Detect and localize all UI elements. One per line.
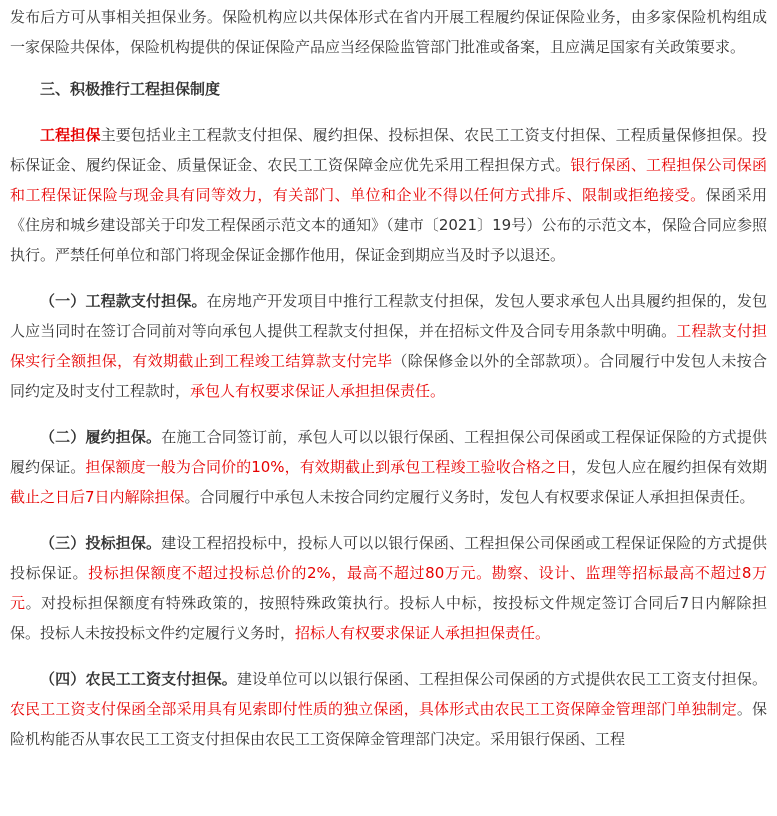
item-title: （一）工程款支付担保。 <box>40 292 207 310</box>
paragraph-payment-guarantee <box>10 286 767 406</box>
paragraph-text: 。保险机构能否从事农民工工资支付担保由农民工工资保障金管理部门决定。采用银行保函、工程 <box>10 700 767 748</box>
document-body <box>10 0 767 754</box>
highlight-text: 投标担保额度不超过投标总价的2%，最高不超过80万元。勘察、设计、监理等招标最高不超过8万元 <box>10 564 767 612</box>
section-heading: 三、积极推行工程担保制度 <box>40 80 221 98</box>
highlight-text: 招标人有权要求保证人承担担保责任。 <box>295 624 551 642</box>
paragraph-text: 在房地产开发项目中推行工程款支付担保，发包人要求承包人出具履约担保的，发包人应当同时在签订合同前对等向承包人提供工程款支付担保，并在招标文件及合同专用条款中明确。 <box>10 292 767 340</box>
paragraph-performance-guarantee <box>10 422 767 512</box>
highlight-text: 截止之日后7日内解除担保 <box>10 488 185 506</box>
highlight-text: 工程款支付担保实行全额担保，有效期截止到工程竣工结算款支付完毕 <box>10 322 767 370</box>
paragraph-text: （除保修金以外的全部款项）。合同履行中发包人未按合同约定及时支付工程款时， <box>10 352 767 400</box>
paragraph-text: 建设单位可以以银行保函、工程担保公司保函的方式提供农民工工资支付担保。 <box>236 670 767 688</box>
paragraph-wage-guarantee <box>10 664 767 754</box>
paragraph-text: 在施工合同签订前，承包人可以以银行保函、工程担保公司保函或工程保证保险的方式提供履约保证。 <box>10 428 767 476</box>
highlight-lead-term: 工程担保 <box>40 126 101 144</box>
highlight-text: 银行保函、工程担保公司保函和工程保证保险与现金具有同等效力，有关部门、单位和企业不得以任何方式排斥、限制或拒绝接受。 <box>10 156 767 204</box>
item-title: （四）农民工工资支付担保。 <box>40 670 237 688</box>
paragraph-text: 保函采用《住房和城乡建设部关于印发工程保函示范文本的通知》（建市〔2021〕19号）公布的示范文本，保险合同应参照执行。严禁任何单位和部门将现金保证金挪作他用，保证金到期应当及时予以退还。 <box>10 186 767 264</box>
paragraph-text: 发布后方可从事相关担保业务。保险机构应以共保体形式在省内开展工程履约保证保险业务，由多家保险机构组成一家保险共保体，保险机构提供的保证保险产品应当经保险监管部门批准或备案，且应满足国家有关政策要求。 <box>10 8 767 56</box>
paragraph-text: 建设工程招投标中，投标人可以以银行保函、工程担保公司保函或工程保证保险的方式提供投标保证。 <box>10 534 767 582</box>
paragraph-text: ，发包人应在履约担保有效期 <box>571 458 767 476</box>
highlight-text: 农民工工资支付保函全部采用具有见索即付性质的独立保函，具体形式由农民工工资保障金管理部门单独制定 <box>10 700 737 718</box>
paragraph-engineering-guarantee <box>10 120 767 270</box>
highlight-text: 担保额度一般为合同价的10%，有效期截止到承包工程竣工验收合格之日 <box>85 458 572 476</box>
item-title: （三）投标担保。 <box>40 534 162 552</box>
item-title: （二）履约担保。 <box>40 428 162 446</box>
paragraph-text: 主要包括业主工程款支付担保、履约担保、投标担保、农民工工资支付担保、工程质量保修担保。投标保证金、履约保证金、质量保证金、农民工工资保障金应优先采用工程担保方式。 <box>10 126 767 174</box>
paragraph-insurance-consortium <box>10 2 767 62</box>
paragraph-text: 。对投标担保额度有特殊政策的，按照特殊政策执行。投标人中标，按投标文件规定签订合同后7日内解除担保。投标人未按投标文件约定履行义务时， <box>10 594 767 642</box>
highlight-text: 承包人有权要求保证人承担担保责任。 <box>190 382 446 400</box>
paragraph-bid-guarantee <box>10 528 767 648</box>
paragraph-text: 。合同履行中承包人未按合同约定履行义务时，发包人有权要求保证人承担担保责任。 <box>184 488 755 506</box>
